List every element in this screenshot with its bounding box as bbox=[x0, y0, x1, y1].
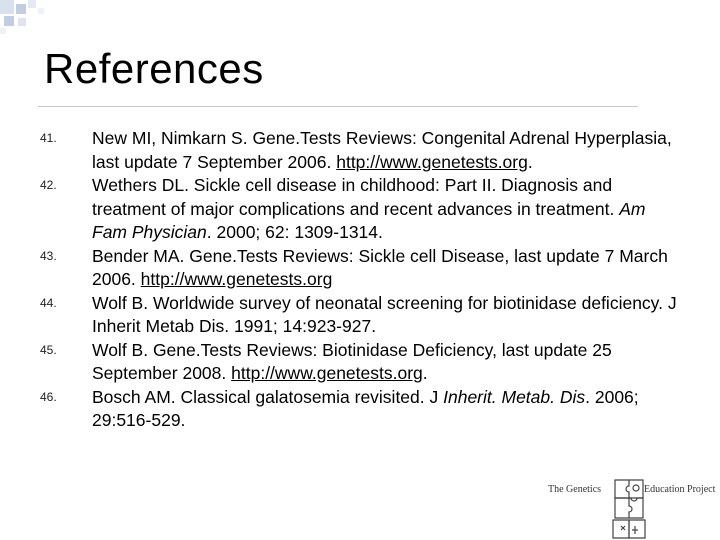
title-divider bbox=[38, 106, 638, 107]
logo-text-right: Education Project bbox=[644, 484, 716, 495]
reference-item bbox=[40, 174, 680, 245]
corner-decoration bbox=[0, 0, 60, 40]
citation-suffix: . bbox=[422, 363, 428, 383]
reference-item bbox=[40, 386, 680, 433]
reference-number: 45. bbox=[40, 342, 57, 357]
genetests-link[interactable]: http://www.genetests.org bbox=[231, 363, 423, 383]
reference-number: 46. bbox=[40, 389, 57, 404]
reference-text bbox=[92, 339, 680, 386]
reference-number: 44. bbox=[40, 295, 57, 310]
reference-number: 43. bbox=[40, 248, 57, 263]
reference-item bbox=[40, 127, 680, 174]
citation-text: Wolf B. Gene.Tests Reviews: Biotinidase Deficiency, last update 25 September 2008. bbox=[92, 339, 612, 383]
citation-text: New MI, Nimkarn S. Gene.Tests Reviews: Congenital Adrenal Hyperplasia, last update 7 September 2006. bbox=[92, 128, 672, 172]
citation-text: Bender MA. Gene.Tests Reviews: Sickle cell Disease, last update 7 March 2006. bbox=[92, 245, 668, 289]
reference-number: 41. bbox=[40, 131, 57, 145]
journal-name: Am Fam Physician bbox=[92, 198, 646, 242]
puzzle-person-icon bbox=[611, 478, 647, 540]
citation-suffix: . bbox=[527, 151, 533, 172]
logo-text-left: The Genetics bbox=[548, 484, 602, 495]
journal-name: Inherit. Metab. Dis bbox=[443, 386, 586, 407]
reference-number: 42. bbox=[40, 178, 57, 192]
citation-text: Wethers DL. Sickle cell disease in childhood: Part II. Diagnosis and treatment of major complications and recent advances in treatment. bbox=[92, 175, 615, 219]
genetests-link[interactable]: http://www.genetests.org bbox=[140, 269, 333, 289]
reference-text bbox=[92, 292, 680, 339]
citation-text: Wolf B. Worldwide survey of neonatal screening for biotinidase deficiency. J Inherit Metab Dis. 1991; 14:923-927. bbox=[92, 292, 677, 336]
citation-text: Bosch AM. Classical galatosemia revisited. J bbox=[92, 386, 439, 407]
reference-text bbox=[92, 174, 680, 245]
reference-text bbox=[92, 245, 680, 292]
reference-list bbox=[40, 127, 680, 433]
genetics-education-project-logo bbox=[545, 478, 720, 540]
reference-text bbox=[92, 127, 680, 174]
reference-text bbox=[92, 386, 680, 433]
slide-title: References bbox=[44, 45, 264, 92]
citation-suffix: . 2000; 62: 1309-1314. bbox=[206, 222, 383, 242]
reference-item bbox=[40, 292, 680, 339]
genetests-link[interactable]: http://www.genetests.org bbox=[336, 151, 528, 172]
reference-item bbox=[40, 339, 680, 386]
reference-item bbox=[40, 245, 680, 292]
citation-suffix: . 2006; 29:516-529. bbox=[92, 386, 639, 430]
